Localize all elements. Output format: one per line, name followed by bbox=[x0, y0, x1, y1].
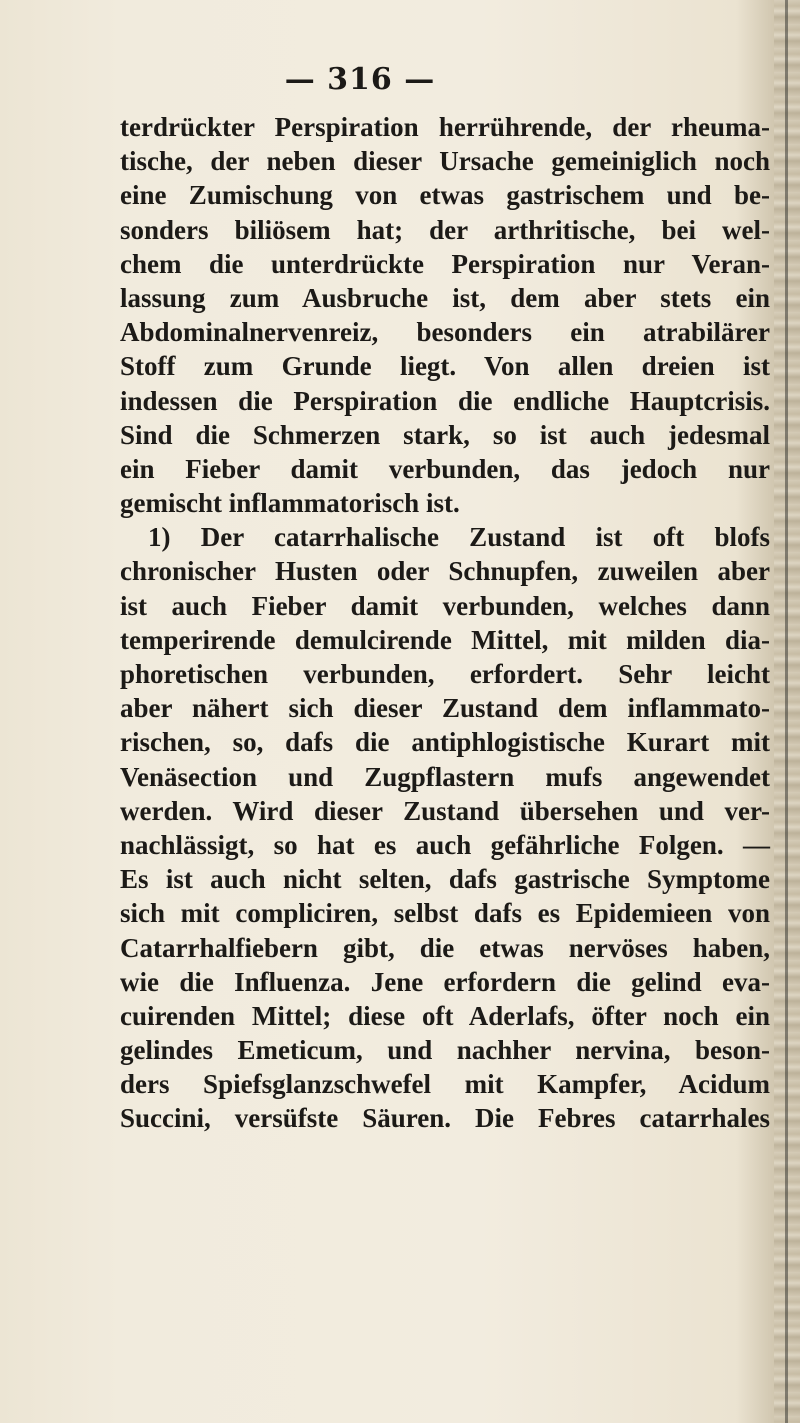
text-line: Es ist auch nicht selten, dafs gastrische Symptome bbox=[120, 864, 770, 895]
text-line: cuirenden Mittel; diese oft Aderlafs, öfter noch ein bbox=[120, 1000, 770, 1031]
body-text bbox=[120, 110, 770, 1136]
text-line: ist auch Fieber damit verbunden, welches dann bbox=[120, 590, 770, 621]
text-line: phoretischen verbunden, erfordert. Sehr leicht bbox=[120, 659, 770, 689]
text-line: indessen die Perspiration die endliche Hauptcrisis. bbox=[120, 385, 770, 416]
text-line: Catarrhalfiebern gibt, die etwas nervöses haben, bbox=[120, 932, 770, 963]
text-line: aber nähert sich dieser Zustand dem inflammato- bbox=[120, 693, 770, 724]
text-line: ders Spiefsglanzschwefel mit Kampfer, Acidum bbox=[120, 1069, 770, 1100]
text-line: temperirende demulcirende Mittel, mit milden dia- bbox=[120, 624, 770, 655]
text-line: lassung zum Ausbruche ist, dem aber stets ein bbox=[120, 282, 770, 313]
text-line: nachlässigt, so hat es auch gefährliche Folgen. — bbox=[120, 829, 770, 860]
page-edge-line bbox=[785, 0, 788, 1423]
text-line: chronischer Husten oder Schnupfen, zuweilen aber bbox=[120, 556, 770, 587]
text-line: Venäsection und Zugpflastern mufs angewendet bbox=[120, 761, 770, 792]
text-line: wie die Influenza. Jene erfordern die gelind eva- bbox=[120, 966, 770, 997]
text-line: gemischt inflammatorisch ist. bbox=[120, 488, 460, 519]
text-line: rischen, so, dafs die antiphlogistische Kurart mit bbox=[120, 727, 770, 758]
text-line: terdrückter Perspiration herrührende, der rheuma- bbox=[120, 112, 770, 142]
text-line: gelindes Emeticum, und nachher nervina, beson- bbox=[120, 1035, 770, 1066]
text-line: Succini, versüfste Säuren. Die Febres catarrhales bbox=[120, 1103, 770, 1134]
text-line: Abdominalnervenreiz, besonders ein atrabilärer bbox=[120, 317, 770, 348]
page-number-header: — 316 — bbox=[284, 62, 436, 97]
text-line: Sind die Schmerzen stark, so ist auch jedesmal bbox=[120, 419, 770, 450]
text-line: werden. Wird dieser Zustand übersehen und ver- bbox=[120, 795, 770, 826]
text-line: sich mit compliciren, selbst dafs es Epidemieen von bbox=[120, 898, 770, 929]
text-line: sonders biliösem hat; der arthritische, bei wel- bbox=[120, 214, 770, 245]
text-line: eine Zumischung von etwas gastrischem und be- bbox=[120, 180, 770, 211]
text-line: tische, der neben dieser Ursache gemeiniglich noch bbox=[120, 146, 770, 177]
text-line-paragraph-start: 1) Der catarrhalische Zustand ist oft blofs bbox=[148, 522, 770, 553]
text-line: Stoff zum Grunde liegt. Von allen dreien ist bbox=[120, 351, 770, 382]
text-line: ein Fieber damit verbunden, das jedoch nur bbox=[120, 453, 770, 484]
text-line: chem die unterdrückte Perspiration nur Veran- bbox=[120, 248, 770, 279]
